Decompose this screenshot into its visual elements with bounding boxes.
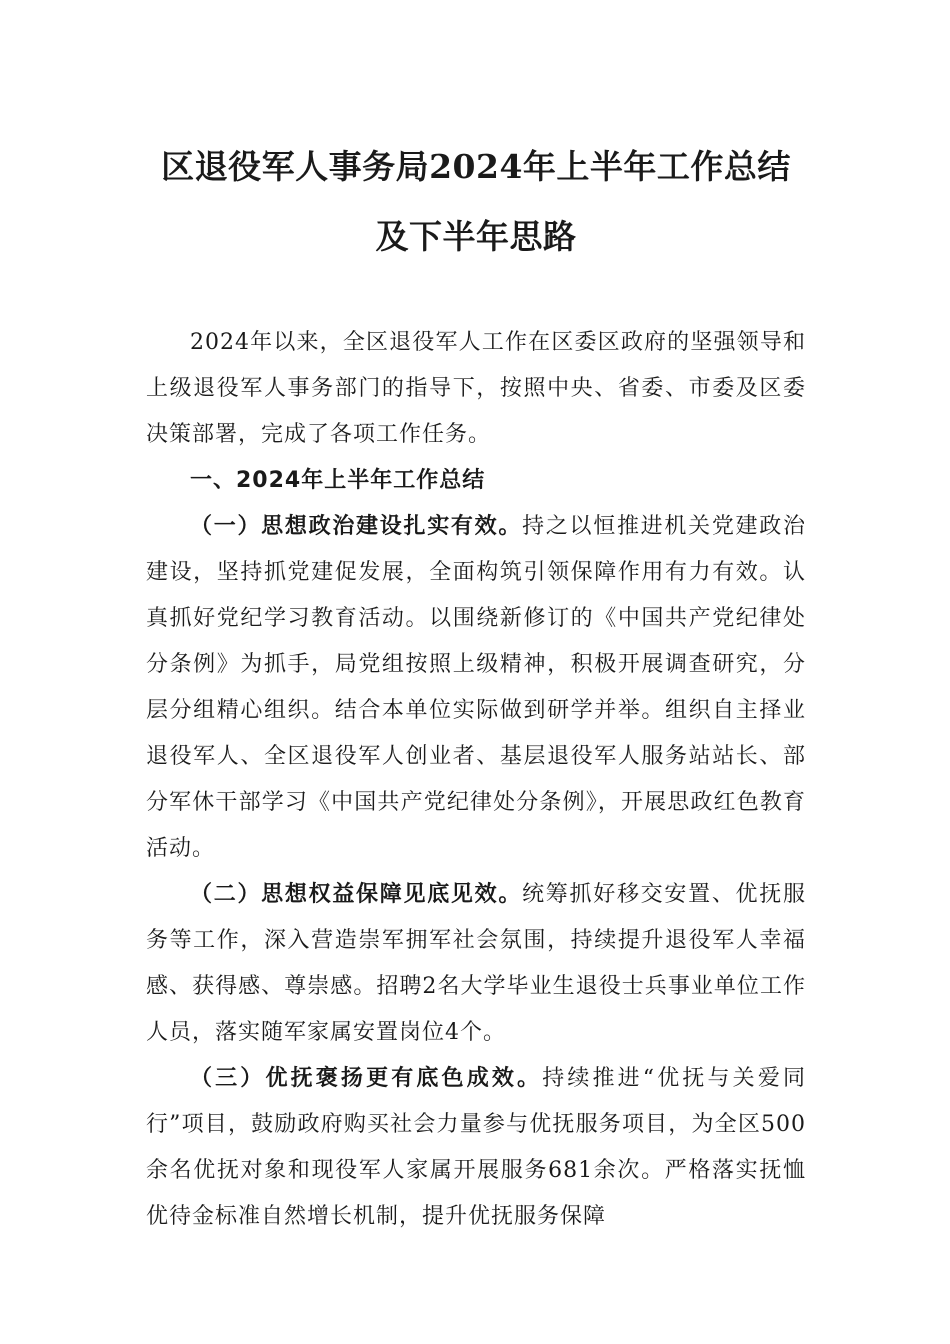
item-lead-3: （三）优抚褒扬更有底色成效。 [190, 1066, 543, 1091]
document-title [146, 147, 806, 256]
item-text-1: 持之以恒推进机关党建政治建设，坚持抓党建促发展，全面构筑引领保障作用有力有效。认真抓好党纪学习教育活动。以围绕新修订的《中国共产党纪律处分条例》为抓手，局党组按照上级精神，积极开展调查研究，分层分组精心组织。结合本单位实际做到研学并举。组织自主择业退役军人、全区退役军人创业者、基层退役军人服务站站长、部分军休干部学习《中国共产党纪律处分条例》，开展思政红色教育活动。 [146, 514, 806, 861]
item-paragraph-1 [146, 504, 806, 872]
section-heading: 一、2024年上半年工作总结 [190, 468, 486, 493]
title-line-1: 区退役军人事务局2024年上半年工作总结 [161, 147, 791, 186]
document-body [146, 320, 806, 1240]
item-lead-1: （一）思想政治建设扎实有效。 [190, 514, 523, 539]
item-paragraph-3 [146, 1056, 806, 1240]
item-paragraph-2 [146, 872, 806, 1056]
title-line-2: 及下半年思路 [375, 217, 577, 256]
intro-paragraph: 2024年以来，全区退役军人工作在区委区政府的坚强领导和上级退役军人事务部门的指导下，按照中央、省委、市委及区委决策部署，完成了各项工作任务。 [146, 330, 806, 447]
item-text-3: 持续推进“优抚与关爱同行”项目，鼓励政府购买社会力量参与优抚服务项目，为全区500余名优抚对象和现役军人家属开展服务681余次。严格落实抚恤优待金标准自然增长机制，提升优抚服务保障 [146, 1066, 806, 1229]
item-text-2: 统筹抓好移交安置、优抚服务等工作，深入营造崇军拥军社会氛围，持续提升退役军人幸福感、获得感、尊崇感。招聘2名大学毕业生退役士兵事业单位工作人员，落实随军家属安置岗位4个。 [146, 882, 806, 1045]
item-lead-2: （二）思想权益保障见底见效。 [190, 882, 523, 907]
document-page [146, 147, 806, 1240]
